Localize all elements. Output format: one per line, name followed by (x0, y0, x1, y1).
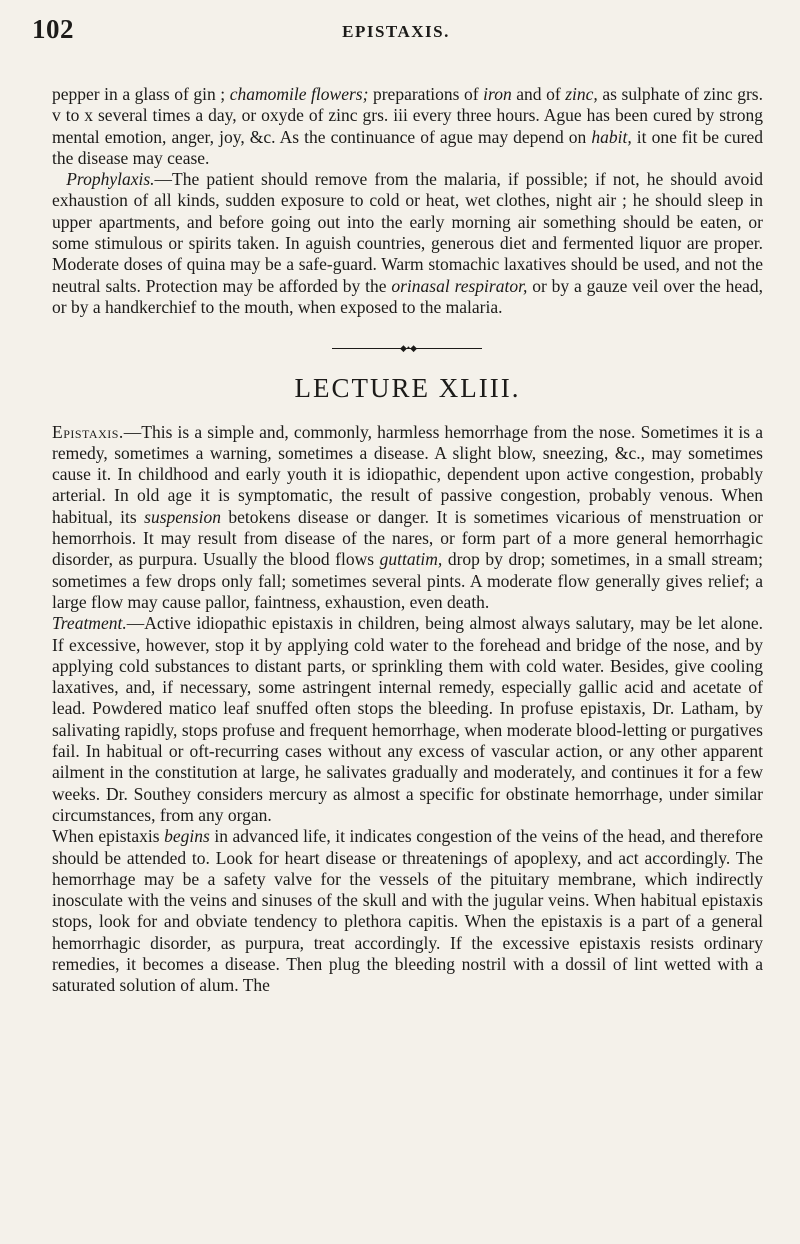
paragraph-advanced-life: When epistaxis begins in advanced life, it indicates congestion of the veins of the head, and therefore should be attended to. Look for heart disease or threatenings of apoplexy, and act accordingly. The hemorrhage may be a safety valve for the vessels of the pituitary membrane, which indirectly inosculate with the veins and sinuses of the skull and with the jugular veins. When habitual epistaxis stops, look for and obviate tendency to plethora capitis. When the epistaxis is a part of a general hemorrhagic disorder, as purpura, treat accordingly. If the excessive epistaxis resists ordinary remedies, it becomes a disease. Then plug the bleeding nostril with a dossil of lint wetted with a saturated solution of alum. The (52, 826, 764, 996)
lecture-title: LECTURE XLIII. (294, 373, 521, 404)
running-head: EPISTAXIS. (342, 22, 450, 41)
body-text (52, 84, 763, 997)
paragraph-epistaxis: Epistaxis.—This is a simple and, commonly, harmless hemorrhage from the nose. Sometimes it is a remedy, sometimes a warning, sometimes a disease. A slight blow, sneezing, &c., may sometimes cause it. In childhood and early youth it is idiopathic, dependent upon active congestion, probably arterial. In old age it is symptomatic, the result of passive congestion, probably venous. When habitual, its suspension betokens disease or danger. It is sometimes vicarious of menstruation or hemorrhois. It may result from disease of the nares, or form part of a more general hemorrhagic disorder, as purpura. Usually the blood flows guttatim, drop by drop; sometimes, in a small stream; sometimes a few drops only fall; sometimes several pints. A moderate flow generally gives relief; a large flow may cause pallor, faintness, exhaustion, even death. (52, 421, 763, 612)
paragraph-treatment: Treatment.—Active idiopathic epistaxis in children, being almost always salutary, may be let alone. If excessive, however, stop it by applying cold water to the forehead and bridge of the nose, and by applying cold substances to distant parts, or sprinkling them with cold water. Besides, give cooling laxatives, and, if necessary, some astringent internal remedy, especially gallic acid and acetate of lead. Powdered matico leaf snuffed often stops the bleeding. In profuse epistaxis, Dr. Latham, by salivating rapidly, stops profuse and frequent hemorrhage, when moderate blood-letting or purgatives fail. In habitual or oft-recurring cases without any excess of vascular action, or any other apparent ailment in the constitution at large, he salivates gradually and moderately, and continues it for a few weeks. Dr. Southey considers mercury as almost a specific for obstinate hemorrhage, under similar circumstances, from any organ. (52, 613, 763, 825)
paragraph-prophylaxis: Prophylaxis.—The patient should remove from the malaria, if possible; if not, he should avoid exhaustion of all kinds, sudden exposure to cold or heat, wet clothes, night air ; he should sleep in upper apartments, and before going out into the early morning air something should be eaten, or some stimulous or spirits taken. In aguish countries, generous diet and fermented liquor are proper. Moderate doses of quina may be a safe-guard. Warm stomachic laxatives should be used, and not the neutral salts. Protection may be afforded by the orinasal respirator, or by a gauze veil over the head, or by a handkerchief to the mouth, when exposed to the malaria. (52, 169, 764, 317)
paragraph-ague-treatment: pepper in a glass of gin ; chamomile flowers; preparations of iron and of zinc, as sulphate of zinc grs. v to x several times a day, or oxyde of zinc grs. iii every three hours. Ague has been cured by strong mental emotion, anger, joy, &c. As the continuance of ague may depend on habit, it one fit be cured the disease may cease. (52, 84, 763, 168)
section-divider (52, 318, 763, 378)
page-number: 102 (32, 14, 74, 44)
page-header (32, 14, 760, 54)
divider-ornament: ◆•◆ (400, 343, 417, 354)
